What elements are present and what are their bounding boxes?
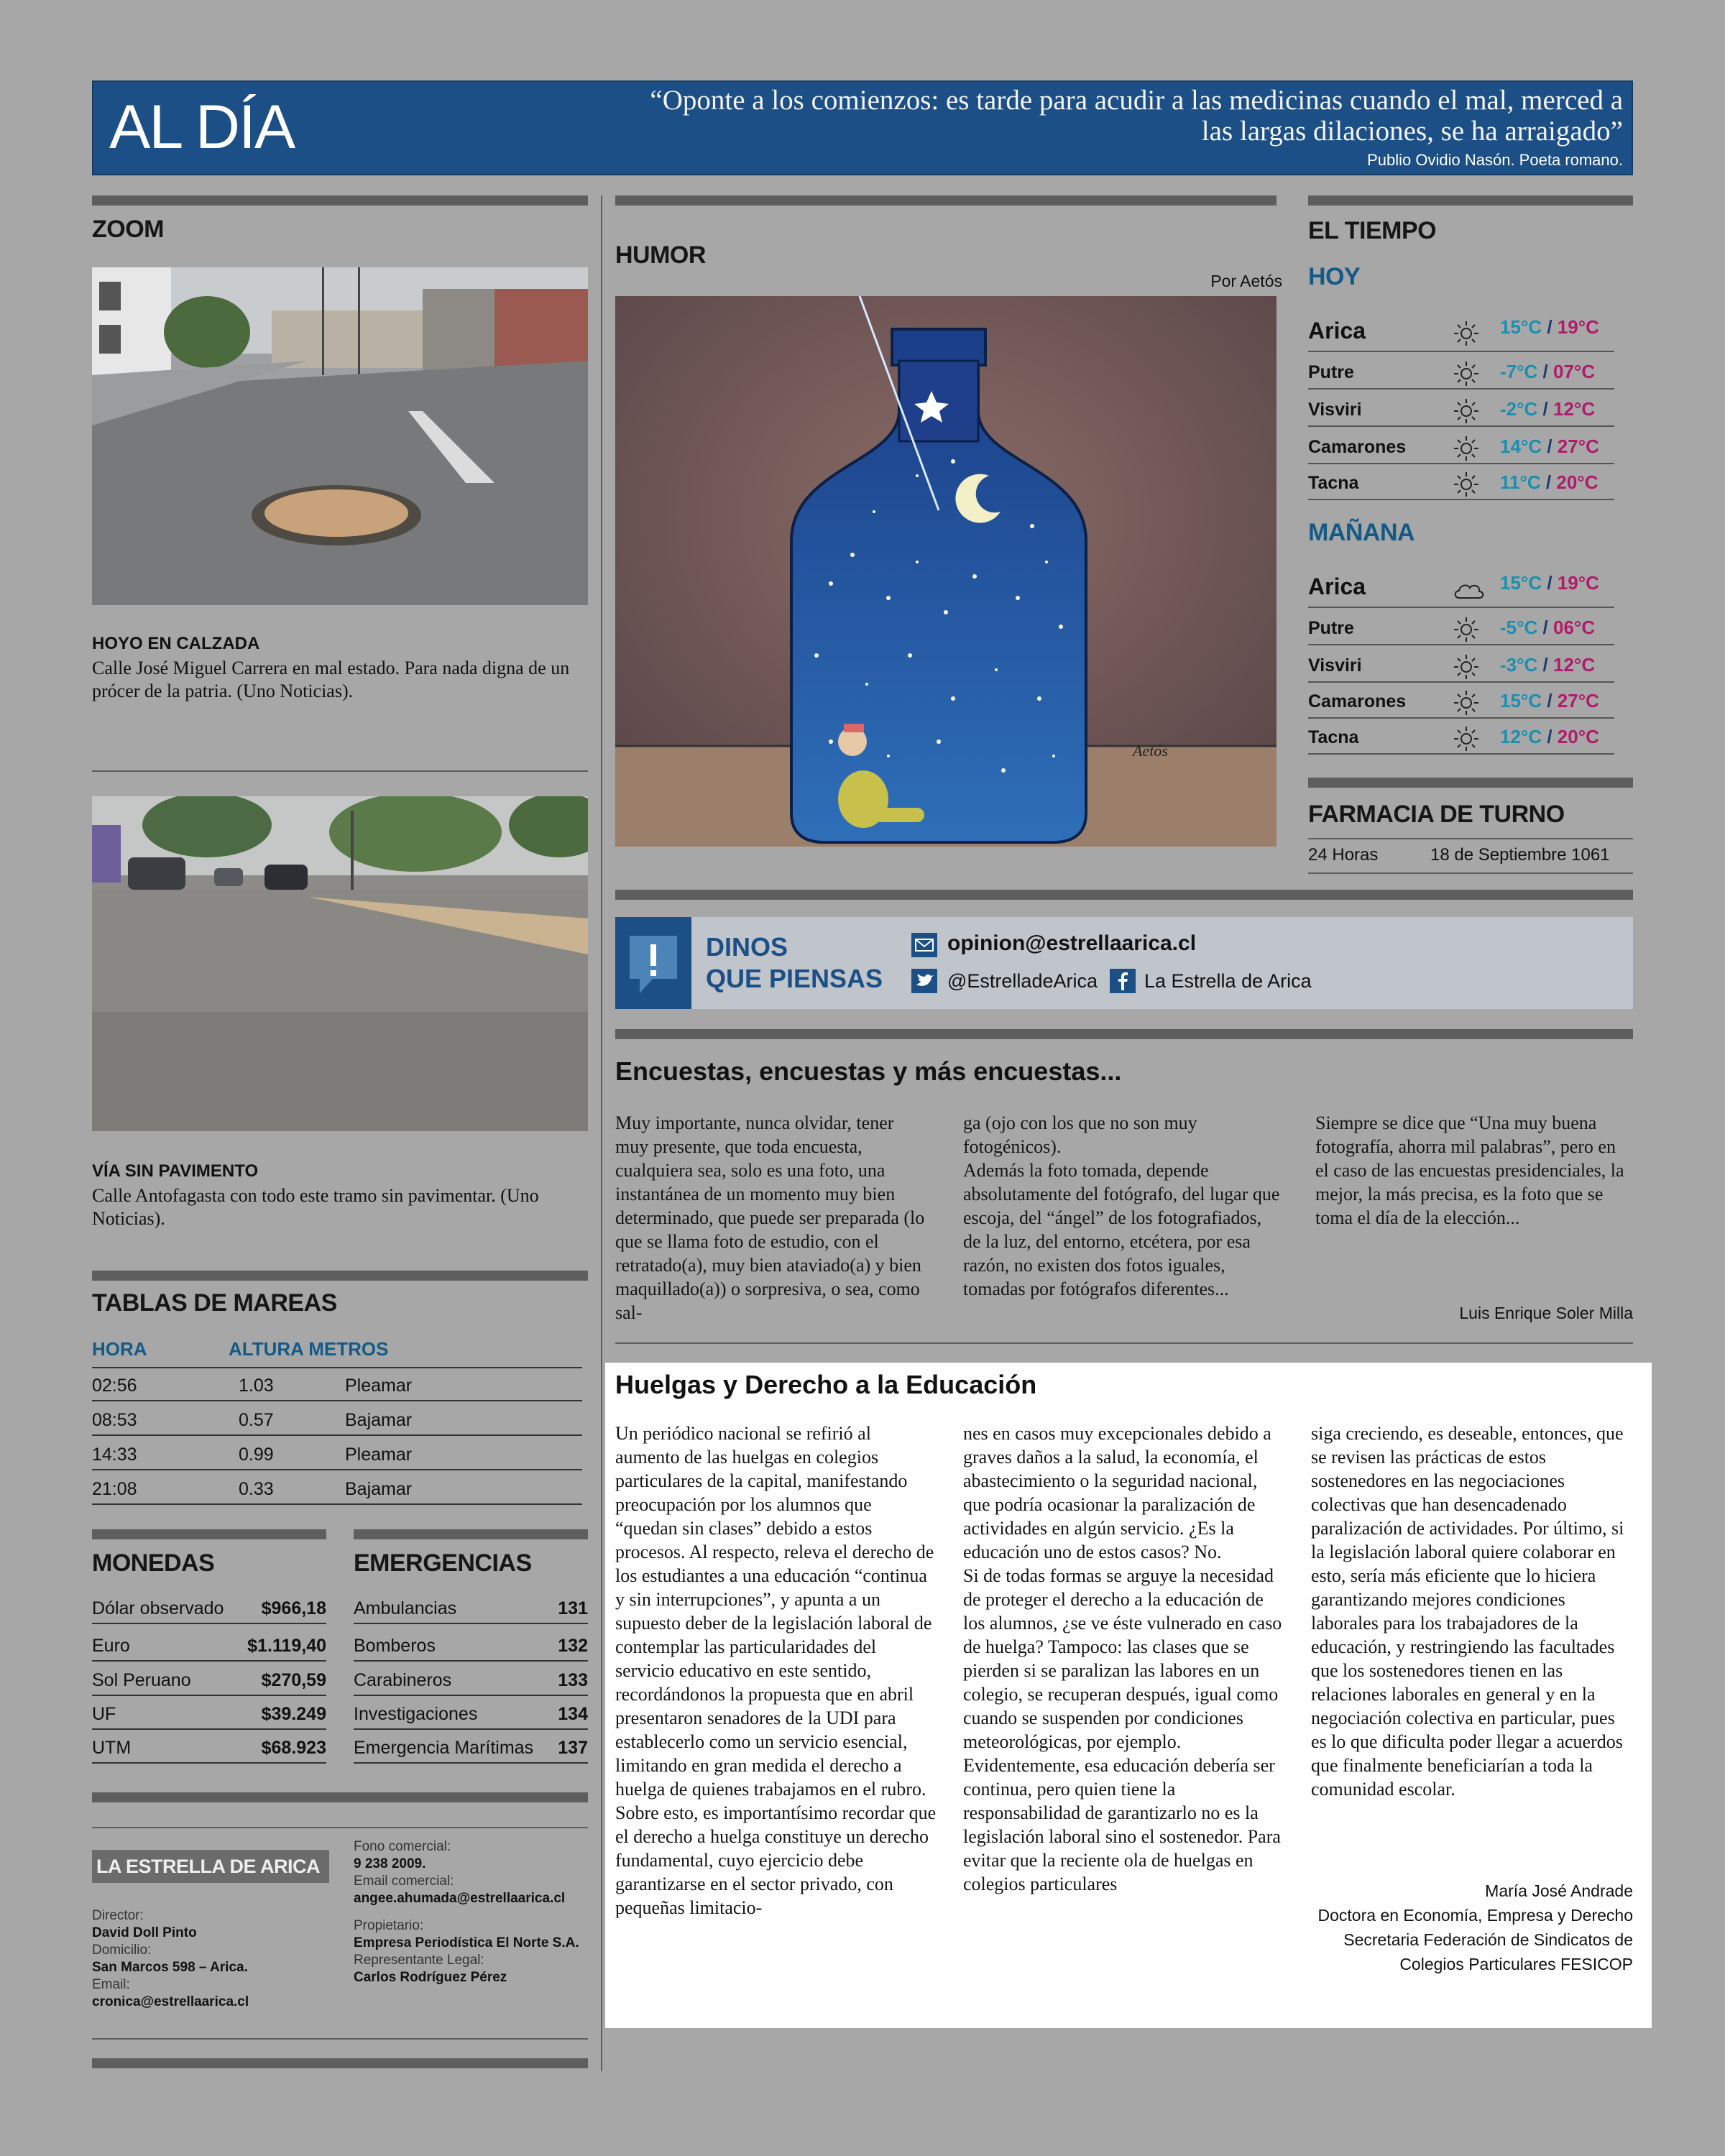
contact-label-line1: DINOS xyxy=(706,932,788,962)
divider xyxy=(92,1827,588,1828)
sun-icon xyxy=(1452,653,1481,681)
article2-col1: Un periódico nacional se refirió al aumento de las huelgas en colegios particulares de la capital, manifestando preocupación por los alumnos que “quedan sin clases” debido a estos procesos. Al respecto, releva el derecho de los estudiantes a una educación “continua y sin interrupciones”, y apunta a un supuesto deber de la legislación laboral de contemplar las particularidades del servicio educativo en este sentido, recordándonos la propuesta que en abril presentaron senadores de la UDI para establecerlo como un servicio esencial, limitando en gran medida el derecho a huelga de quienes trabajamos en el rubro. Sobre esto, es importantísimo recordar que el derecho a huelga constituye un derecho fundamental, cuyo ejercicio debe garantizarse en el sector privado, con pequeñas limitacio- xyxy=(615,1423,937,1918)
author-name: María José Andrade xyxy=(1485,1881,1633,1900)
tide-hour: 02:56 xyxy=(92,1376,137,1396)
weather-row-today-1 xyxy=(1308,354,1614,390)
phone: 9 238 2009. xyxy=(354,1856,426,1871)
pothole-photo xyxy=(92,267,588,605)
temp-low: -5°C xyxy=(1500,617,1538,638)
legal-label: Representante Legal: xyxy=(354,1953,484,1968)
cartoonist-signature: Aetós xyxy=(1133,742,1168,760)
emergency-number: 137 xyxy=(558,1738,588,1758)
commercial-email-label: Email comercial: xyxy=(354,1874,454,1889)
pharmacy-hours: 24 Horas xyxy=(1308,845,1379,865)
author-title: Secretaria Federación de Sindicatos de xyxy=(1343,1930,1633,1949)
divider xyxy=(615,1342,1633,1344)
emergency-row xyxy=(354,1731,588,1764)
address-label: Domicilio: xyxy=(92,1943,152,1958)
contact-email[interactable]: opinion@estrellaarica.cl xyxy=(947,931,1197,955)
tides-title: TABLAS DE MAREAS xyxy=(92,1289,337,1317)
temp-separator: / xyxy=(1542,361,1548,382)
article2-signature xyxy=(1318,1879,1633,1976)
emergency-number: 131 xyxy=(558,1598,588,1618)
divider xyxy=(92,2038,588,2040)
photo2-caption: Calle Antofagasta con todo este tramo sin pavimentar. (Uno Noticias). xyxy=(92,1185,539,1229)
divider xyxy=(92,1271,588,1281)
currency-row xyxy=(92,1628,326,1662)
emergency-number: 134 xyxy=(558,1704,588,1724)
weather-title: EL TIEMPO xyxy=(1308,217,1437,244)
divider xyxy=(1308,838,1633,839)
weather-city: Camarones xyxy=(1308,691,1407,711)
tide-height: 0.33 xyxy=(239,1479,274,1499)
owner: Empresa Periodística El Norte S.A. xyxy=(354,1935,579,1950)
weather-city: Visviri xyxy=(1308,655,1362,676)
divider xyxy=(92,195,588,206)
divider xyxy=(92,2058,588,2068)
tide-hour: 21:08 xyxy=(92,1479,137,1499)
humor-title: HUMOR xyxy=(615,241,706,269)
mail-icon xyxy=(911,933,937,957)
currency-value: $39.249 xyxy=(261,1704,326,1724)
tide-row xyxy=(92,1403,582,1436)
emergency-row xyxy=(354,1591,588,1624)
temp-separator: / xyxy=(1547,436,1552,457)
facebook-icon xyxy=(1110,969,1136,993)
weather-row-today-2 xyxy=(1308,391,1614,427)
tide-row xyxy=(92,1437,582,1470)
contact-label xyxy=(706,931,883,995)
weather-row-tomorrow-4 xyxy=(1308,719,1614,755)
humor-cartoon xyxy=(615,296,1276,847)
contact-banner xyxy=(615,917,1633,1009)
temp-separator: / xyxy=(1547,316,1552,338)
sun-icon xyxy=(1452,359,1481,388)
pharmacy-address: 18 de Septiembre 1061 xyxy=(1430,845,1610,865)
currency-row xyxy=(92,1591,326,1624)
emergency-title: EMERGENCIAS xyxy=(354,1549,532,1577)
temp-separator: / xyxy=(1547,572,1552,594)
weather-city: Arica xyxy=(1308,318,1366,344)
weather-temps xyxy=(1500,690,1599,712)
article2-col2: nes en casos muy excepcionales debido a graves daños a la salud, la economía, el abastecimiento o la seguridad nacional, que podría ocasionar la paralización de actividades en algún servicio. ¿Es la educación uno de estos casos? No. Si de todas formas se arguye la necesidad de proteger el derecho a la educación de los alumnos, ¿se ve éste vulnerado en caso de huelga? Tampoco: las clases que se pierden si se paralizan las labores en un colegio, se recuperan después, igual como cuando se suspenden por condiciones meteorológicas, por ejemplo. Evidentemente, esa educación debería ser continua, pero quien tiene la responsabilidad de garantizarlo no es la legislación laboral sino el sostenedor. Para evitar que la reciente ola de huelgas en colegios particulares xyxy=(963,1423,1282,1894)
header-quote: “Oponte a los comienzos: es tarde para acudir a las medicinas cuando el mal, merced a las largas dilaciones, se ha arraigado” xyxy=(650,85,1623,147)
tomorrow-label: MAÑANA xyxy=(1308,519,1415,546)
weather-city: Arica xyxy=(1308,573,1366,599)
author-title: Doctora en Economía, Empresa y Derecho xyxy=(1317,1906,1633,1925)
temp-low: 14°C xyxy=(1500,436,1542,457)
divider xyxy=(92,770,588,772)
temp-high: 27°C xyxy=(1557,690,1599,711)
currency-value: $68.923 xyxy=(261,1738,326,1758)
emergency-row xyxy=(354,1697,588,1730)
newspaper-logo: LA ESTRELLA DE ARICA xyxy=(92,1850,329,1883)
temp-low: 15°C xyxy=(1500,690,1542,711)
emergency-row xyxy=(354,1663,588,1696)
sun-icon xyxy=(1452,434,1481,463)
emergency-name: Carabineros xyxy=(354,1670,452,1690)
emergency-number: 133 xyxy=(558,1670,588,1690)
emergency-name: Bomberos xyxy=(354,1636,436,1656)
currency-name: UTM xyxy=(92,1738,132,1758)
divider xyxy=(615,1029,1633,1039)
cloud-icon xyxy=(1452,575,1486,604)
emergency-row xyxy=(354,1628,588,1662)
tide-row xyxy=(92,1368,582,1401)
temp-separator: / xyxy=(1542,617,1548,638)
author-title: Colegios Particulares FESICOP xyxy=(1399,1955,1633,1973)
tide-height: 0.99 xyxy=(239,1445,274,1465)
article1-col3: Siempre se dice que “Una muy buena fotografía, ahorra mil palabras”, pero en el caso de las encuestas presidenciales, la mejor, la más precisa, es la foto que se toma el día de la elección... xyxy=(1315,1112,1624,1228)
temp-separator: / xyxy=(1547,726,1552,747)
temp-high: 12°C xyxy=(1553,654,1596,676)
temp-separator: / xyxy=(1545,471,1552,493)
twitter-icon xyxy=(911,969,937,993)
emergency-name: Investigaciones xyxy=(354,1704,478,1724)
masthead-right xyxy=(354,1838,591,1986)
weather-temps xyxy=(1500,471,1598,494)
weather-temps xyxy=(1500,617,1595,639)
page-header xyxy=(92,80,1633,175)
article2-title: Huelgas y Derecho a la Educación xyxy=(615,1370,1037,1399)
temp-low: 12°C xyxy=(1500,726,1542,747)
weather-row-today-0 xyxy=(1308,309,1614,352)
temp-high: 20°C xyxy=(1556,471,1598,493)
temp-low: -7°C xyxy=(1500,361,1538,382)
tides-hour-header: HORA xyxy=(92,1338,147,1360)
temp-high: 06°C xyxy=(1553,617,1596,638)
column-rule xyxy=(601,195,602,2071)
director: David Doll Pinto xyxy=(92,1925,197,1940)
article1-title: Encuestas, encuestas y más encuestas... xyxy=(615,1056,1122,1086)
temp-separator: / xyxy=(1542,398,1548,420)
temp-separator: / xyxy=(1542,654,1548,676)
weather-city: Tacna xyxy=(1308,727,1359,747)
article1-col2: ga (ojo con los que no son muy fotogénicos). Además la foto tomada, depende absolutamente del fotógrafo, del lugar que escoja, del “ángel” de los fotografiados, de la luz, del entorno, etcétera, por esa razón, no existen dos fotos iguales, tomadas por fotógrafos diferentes... xyxy=(963,1112,1280,1299)
currency-value: $1.119,40 xyxy=(247,1636,326,1656)
temp-high: 20°C xyxy=(1557,726,1599,747)
temp-low: 15°C xyxy=(1500,316,1542,338)
currency-row xyxy=(92,1663,326,1696)
temp-low: -2°C xyxy=(1500,398,1538,420)
currency-row xyxy=(92,1697,326,1730)
weather-city: Putre xyxy=(1308,362,1354,382)
divider xyxy=(615,195,1276,206)
divider xyxy=(1308,778,1633,788)
weather-city: Putre xyxy=(1308,618,1354,638)
contact-facebook[interactable]: La Estrella de Arica xyxy=(1144,970,1312,992)
tide-height: 1.03 xyxy=(239,1376,274,1396)
email-label: Email: xyxy=(92,1977,130,1992)
temp-low: 11°C xyxy=(1500,471,1541,493)
weather-city: Camarones xyxy=(1308,437,1407,457)
sun-icon xyxy=(1452,319,1481,348)
tide-hour: 08:53 xyxy=(92,1410,137,1430)
email: cronica@estrellaarica.cl xyxy=(92,1994,249,2009)
speech-bubble-icon xyxy=(615,917,691,1009)
sun-icon xyxy=(1452,470,1481,499)
article2-box xyxy=(605,1363,1652,2028)
unpaved-street-photo xyxy=(92,796,588,1131)
weather-temps xyxy=(1500,361,1595,383)
section-title: AL DÍA xyxy=(109,93,295,162)
cartoon-author: Por Aetós xyxy=(1210,272,1282,290)
weather-temps xyxy=(1500,654,1595,676)
sun-icon xyxy=(1452,688,1481,717)
tide-hour: 14:33 xyxy=(92,1445,137,1465)
weather-row-today-3 xyxy=(1308,428,1614,464)
weather-row-today-4 xyxy=(1308,464,1614,500)
divider xyxy=(615,890,1633,900)
photo1-caption: Calle José Miguel Carrera en mal estado. Para nada digna de un prócer de la patria. (Uno Noticias). xyxy=(92,658,570,701)
temp-low: 15°C xyxy=(1500,572,1542,594)
tide-type: Pleamar xyxy=(345,1445,413,1465)
divider xyxy=(92,1792,588,1802)
divider xyxy=(1308,195,1633,206)
sun-icon xyxy=(1452,724,1481,753)
currency-value: $966,18 xyxy=(261,1598,326,1618)
weather-city: Visviri xyxy=(1308,400,1362,420)
commercial-email: angee.ahumada@estrellaarica.cl xyxy=(354,1891,566,1906)
temp-low: -3°C xyxy=(1500,654,1538,676)
temp-separator: / xyxy=(1547,690,1552,711)
today-label: HOY xyxy=(1308,263,1361,290)
currency-name: UF xyxy=(92,1704,116,1724)
tide-row xyxy=(92,1472,582,1505)
currency-name: Sol Peruano xyxy=(92,1670,191,1690)
weather-temps xyxy=(1500,726,1599,748)
tide-type: Bajamar xyxy=(345,1479,413,1499)
article2-col3: siga creciendo, es deseable, entonces, que se revisen las prácticas de estos sostenedores en las negociaciones colectivas que han desencadenado paralización de actividades. Por último, si la legislación laboral quiere colaborar en esto, sería más eficiente que lo hiciera garantizando mejores condiciones laborales para los trabajadores de la educación, y restringiendo las facultades que los sostenedores tienen en las relaciones laborales en general y en la negociación colectiva en particular, pues es lo que dificulta poder llegar a acuerdos que finalmente beneficiarían a toda la comunidad escolar. xyxy=(1311,1423,1624,1800)
tide-type: Bajamar xyxy=(345,1410,413,1430)
currency-title: MONEDAS xyxy=(92,1549,215,1577)
contact-twitter[interactable]: @EstrelladeArica xyxy=(947,970,1098,992)
tide-height: 0.57 xyxy=(239,1410,274,1430)
director-label: Director: xyxy=(92,1908,144,1923)
phone-label: Fono comercial: xyxy=(354,1839,451,1854)
zoom-title: ZOOM xyxy=(92,216,164,243)
pharmacy-title: FARMACIA DE TURNO xyxy=(1308,801,1565,828)
weather-row-tomorrow-1 xyxy=(1308,609,1614,645)
photo1-heading: HOYO EN CALZADA xyxy=(92,634,260,653)
currency-value: $270,59 xyxy=(261,1670,326,1690)
photo2-heading: VÍA SIN PAVIMENTO xyxy=(92,1161,259,1181)
emergency-name: Ambulancias xyxy=(354,1598,457,1618)
contact-icon-box xyxy=(615,917,691,1009)
temp-high: 07°C xyxy=(1553,361,1596,382)
currency-name: Euro xyxy=(92,1636,130,1656)
emergency-number: 132 xyxy=(558,1636,588,1656)
weather-row-tomorrow-0 xyxy=(1308,565,1614,608)
masthead-left xyxy=(92,1907,329,2011)
weather-row-tomorrow-3 xyxy=(1308,683,1614,719)
tides-height-header: ALTURA METROS xyxy=(229,1338,389,1360)
weather-temps xyxy=(1500,316,1599,338)
divider xyxy=(92,1529,326,1539)
sun-icon xyxy=(1452,615,1481,644)
address: San Marcos 598 – Arica. xyxy=(92,1960,248,1975)
legal: Carlos Rodríguez Pérez xyxy=(354,1970,507,1985)
tide-type: Pleamar xyxy=(345,1376,413,1396)
divider xyxy=(354,1529,588,1539)
temp-high: 19°C xyxy=(1557,316,1599,338)
sun-icon xyxy=(1452,397,1481,425)
currency-name: Dólar observado xyxy=(92,1598,224,1618)
weather-city: Tacna xyxy=(1308,473,1359,493)
weather-temps xyxy=(1500,398,1595,420)
weather-row-tomorrow-2 xyxy=(1308,647,1614,683)
currency-row xyxy=(92,1731,326,1764)
weather-temps xyxy=(1500,572,1599,594)
temp-high: 27°C xyxy=(1557,436,1599,457)
contact-label-line2: QUE PIENSAS xyxy=(706,964,883,993)
owner-label: Propietario: xyxy=(354,1918,424,1933)
article1-col1: Muy importante, nunca olvidar, tener muy presente, que toda encuesta, cualquiera sea, solo es una foto, una instantánea de un momento muy bien determinado, que puede ser preparada (lo que se llama foto de estudio, con el retratado(a), muy bien ataviado(a) y bien maquillado(a)) o sorpresiva, o sea, como sal- xyxy=(615,1112,925,1323)
weather-temps xyxy=(1500,436,1599,458)
divider xyxy=(1308,872,1633,874)
quote-author: Publio Ovidio Nasón. Poeta romano. xyxy=(1367,151,1623,169)
temp-high: 12°C xyxy=(1553,398,1596,420)
article1-author: Luis Enrique Soler Milla xyxy=(1459,1304,1633,1322)
temp-high: 19°C xyxy=(1557,572,1599,594)
emergency-name: Emergencia Marítimas xyxy=(354,1738,534,1758)
